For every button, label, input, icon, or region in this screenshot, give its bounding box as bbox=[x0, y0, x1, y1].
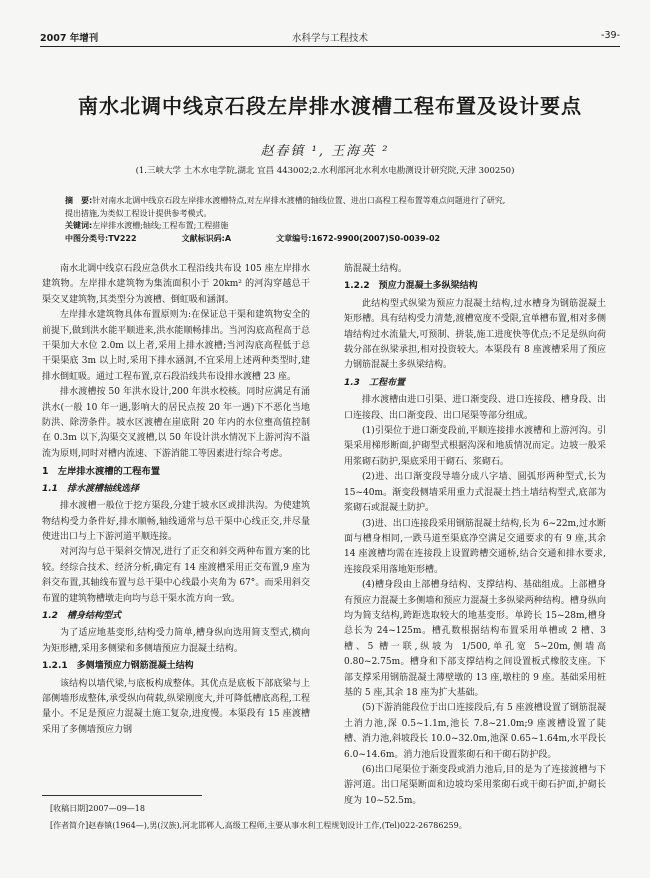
abstract-text-2: 提出措施,为类似工程设计提供参考模式。 bbox=[65, 208, 212, 218]
header-journal: 水科学与工程技术 bbox=[291, 33, 368, 44]
running-header bbox=[40, 30, 620, 44]
header-issue: 2007 年增刊 bbox=[40, 33, 99, 44]
article-number: 文章编号:1672-9900(2007)S0-0039-02 bbox=[276, 233, 441, 243]
section-heading-1-2-1: 1.2.1 多侧墙预应力钢筋混凝土结构 bbox=[42, 661, 194, 672]
author-bio: [作者简介]赵春镇(1964—),男(汉族),河北邯郸人,高级工程师,主要从事水利工程规划设计工作,(Tel)022-26786259。 bbox=[50, 821, 467, 830]
body-paragraph: (5)下游消能段位于出口连接段后,有 5 座渡槽设置了钢筋混凝土消力池,深 0.5~1.1m,池长 7.8~21.0m;9 座渡槽设置了陡槽、消力池,斜坡段长 10.0~32.0m,池深 0.65~1.64m,水平段长 6.0~14.6m。消力池后设置浆砌石和干砌石防护段。 bbox=[344, 703, 606, 760]
header-rule bbox=[40, 46, 620, 47]
affiliation: (1.三峡大学 土木水电学院,湖北 宜昌 443002;2.水利部河北水利水电勘测设计研究院,天津 300250) bbox=[135, 166, 515, 176]
clc-number: 中图分类号:TV222 bbox=[65, 233, 137, 243]
body-paragraph: 排水渡槽一般位于挖方渠段,分建于坡水区或排洪沟。为使建筑物结构受力条件好,排水顺畅,轴线通常与总干渠中心线正交,并尽量使进出口与上下游河道平顺连接。 bbox=[42, 501, 310, 542]
footnote-rule bbox=[42, 795, 202, 796]
body-paragraph: 对河沟与总干渠斜交情况,进行了正交和斜交两种布置方案的比较。经综合技术、经济分析,确定有 14 座渡槽采用正交布置,9 座为斜交布置,其轴线布置与总干渠中心线最小夹角为 67°。而采用斜交布置的建筑物槽墩走向均与总干渠水流方向一致。 bbox=[42, 547, 310, 604]
section-heading-1: 1 左岸排水渡槽的工程布置 bbox=[42, 466, 161, 478]
body-paragraph: 为了适应地基变形,结构受力简单,槽身纵向选用简支型式,横向为矩形槽,采用多侧梁和多侧墙预应力混凝土结构。 bbox=[42, 628, 310, 654]
right-column bbox=[344, 262, 606, 809]
body-paragraph: 该结构以墙代梁,与底板构成整体。其优点是底板下部底梁与上部侧墙形成整体,承受纵向荷载,纵梁刚度大,并可降低槽底高程,工程量小。不足是预应力混凝土施工复杂,进度慢。本渠段有 15 座渡槽采用了多侧墙预应力钢 bbox=[42, 678, 310, 735]
abstract-text-1: 针对南水北调中线京石段左岸排水渡槽特点,对左岸排水渡槽的轴线位置、进出口高程工程布置等难点问题进行了研究, bbox=[92, 196, 506, 205]
body-paragraph: 排水渡槽按 50 年洪水设计,200 年洪水校核。同时应满足有涌洪水(一般 10 年一遇,影响大的居民点按 20 年一遇)下不恶化当地防洪、除涝条件。坡水区渡槽在崖底附 20 年内的水位壅高值控制在 0.3m 以下,沟渠交叉渡槽,以 50 年设计洪水情况下上游河沟不溢流为原则,同时对槽内流速、下游消能工等因素进行综合考虑。 bbox=[42, 387, 310, 459]
body-paragraph: (6)出口尾渠位于渐变段或消力池后,目的是为了连接渡槽与下游河道。出口尾渠断面和边坡均采用浆砌石或干砌石护面,护砌长度为 10~52.5m。 bbox=[344, 765, 606, 806]
body-paragraph: 筋混凝土结构。 bbox=[344, 264, 408, 274]
received-date: [收稿日期]2007—09—18 bbox=[50, 804, 145, 813]
section-heading-1-3: 1.3 工程布置 bbox=[344, 377, 405, 388]
body-paragraph: 此结构型式纵梁为预应力混凝土结构,过水槽身为钢筋混凝土矩形槽。具有结构受力清楚,渡槽宽度不受限,宜单槽布置,相对多侧墙结构过水流量大,可预制、拼装,施工进度快等优点;不足是纵向荷载分部在纵梁承担,相对投资较大。本渠段有 8 座渡槽采用了预应力钢筋混凝土多纵梁结构。 bbox=[344, 298, 606, 371]
abstract-block bbox=[65, 195, 590, 245]
body-paragraph: 排水渡槽由进口引渠、进口渐变段、进口连接段、槽身段、出口连接段、出口渐变段、出口尾渠等部分组成。 bbox=[344, 395, 606, 421]
body-paragraph: (3)进、出口连接段采用钢筋混凝土结构,长为 6~22m,过水断面与槽身相同,一跌马道至渠底净空满足交通要求的有 9 座,其余 14 座渡槽均需在连接段上设置跨槽交通桥,结合交通和排水要求,连接段采用落地矩形槽。 bbox=[344, 518, 606, 575]
paper-title: 南水北调中线京石段左岸排水渡槽工程布置及设计要点 bbox=[78, 94, 582, 118]
body-paragraph: (2)进、出口渐变段导墙分成八字墙、圆弧形两种型式,长为 15~40m。渐变段侧墙采用重力式混凝土挡土墙结构型式,底部为浆砌石或混凝土防护。 bbox=[344, 472, 606, 514]
footnote bbox=[50, 800, 610, 834]
section-heading-1-2-2: 1.2.2 预应力混凝土多纵梁结构 bbox=[344, 281, 478, 292]
body-paragraph: (4)槽身段由上部槽身结构、支撑结构、基础组成。上部槽身有预应力混凝土多侧墙和预应力混凝土多纵梁两种结构。槽身纵向均为简支结构,跨距选取较大的地基变形。单跨长 15~28m,槽身总长为 24~125m。槽孔数根据结构布置采用单槽或 2 槽、3 槽、5 槽一联,纵坡为 1/500,单孔宽 5~20m,侧墙高 0.80~2.75m。槽身和下部支撑结构之间设置板式橡胶支座。下部支撑采用钢筋混凝土薄壁墩的 13 座,墩柱的 9 座。基础采用桩基的 5 座,其余 18 座为扩大基础。 bbox=[344, 580, 606, 698]
left-column bbox=[42, 262, 310, 738]
section-heading-1-1: 1.1 排水渡槽轴线选择 bbox=[42, 483, 139, 494]
abstract-label: 摘 要: bbox=[65, 196, 93, 205]
body-paragraph: (1)引渠位于进口渐变段前,平顺连接排水渡槽和上游河沟。引渠采用梯形断面,护砌型式根据沟深和地质情况而定。边坡一般采用浆砌石防护,渠底采用干砌石、浆砌石。 bbox=[344, 426, 606, 467]
body-paragraph: 南水北调中线京石段应急供水工程沿线共布设 105 座左岸排水建筑物。左岸排水建筑物为集流面积小于 20km² 的河沟穿越总干渠交叉建筑物,其类型分为渡槽、倒虹吸和涵洞。 bbox=[42, 264, 310, 305]
document-code: 文献标识码:A bbox=[181, 233, 232, 243]
authors: 赵春镇 ¹, 王海英 ² bbox=[260, 144, 390, 159]
header-page-number: -39- bbox=[601, 30, 620, 41]
keywords-label: 关键词: bbox=[65, 221, 93, 230]
keywords: 左岸排水渡槽;轴线;工程布置;工程措施 bbox=[92, 221, 229, 230]
body-paragraph: 左岸排水建筑物具体布置原则为:在保证总干渠和建筑物安全的前提下,做到洪水能平顺进来,洪水能顺畅排出。当河沟底高程高于总干渠加大水位 2.0m 以上者,采用上排水渡槽;当河沟底高程低于总干渠渠底 3m 以上时,采用下排水涵洞,不宜采用上述两种类型时,建排水倒虹吸。通过工程布置,京石段沿线共布设排水渡槽 23 座。 bbox=[42, 310, 310, 382]
section-heading-1-2: 1.2 槽身结构型式 bbox=[42, 610, 121, 621]
